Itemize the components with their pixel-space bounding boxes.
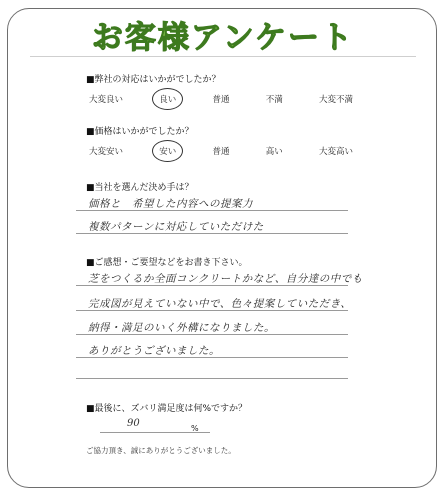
service-option-4[interactable]: 不満 [265, 95, 283, 105]
question-price: ■価格はいかがでしたか？ [86, 127, 194, 137]
question-deciding-factor: ■当社を選んだ決め手は？ [86, 183, 194, 193]
service-option-3[interactable]: 普通 [212, 95, 230, 105]
footer-thanks: ご協力頂き、誠にありがとうございました。 [86, 446, 236, 455]
price-option-5[interactable]: 大変高い [318, 147, 353, 157]
deciding-factor-line-1: 価格と 希望した内容への提案力 [88, 198, 253, 210]
answer-rule [76, 357, 348, 358]
question-comments: ■ご感想・ご要望などをお書き下さい。 [86, 258, 248, 268]
survey-sheet [7, 8, 437, 488]
title-divider [30, 56, 416, 57]
comments-line-4: ありがとうございました。 [88, 345, 220, 357]
question-satisfaction: ■最後に、ズバリ満足度は何%ですか？ [86, 404, 248, 414]
service-options [86, 91, 356, 107]
answer-rule [76, 233, 348, 234]
price-option-3[interactable]: 普通 [212, 147, 230, 157]
answer-rule [76, 210, 348, 211]
answer-rule [76, 310, 348, 311]
price-option-2-selected[interactable]: 安い [156, 145, 179, 157]
price-options [86, 143, 356, 159]
answer-rule [76, 285, 348, 286]
service-option-2-selected[interactable]: 良い [156, 93, 179, 105]
question-service: ■弊社の対応はいかがでしたか？ [86, 75, 221, 85]
service-option-1[interactable]: 大変良い [89, 95, 124, 105]
price-option-4[interactable]: 高い [265, 147, 283, 157]
answer-rule [76, 378, 348, 379]
comments-line-1: 芝をつくるか全面コンクリートかなど、自分達の中でも [88, 273, 363, 285]
comments-line-3: 納得・満足のいく外構になりました。 [88, 322, 275, 334]
price-option-1[interactable]: 大変安い [89, 147, 124, 157]
answer-rule [76, 334, 348, 335]
service-option-5[interactable]: 大変不満 [318, 95, 353, 105]
comments-line-2: 完成図が見えていない中で、色々提案していただき、 [88, 298, 352, 310]
deciding-factor-line-2: 複数パターンに対応していただけた [88, 221, 264, 233]
percent-sign: % [191, 424, 199, 433]
satisfaction-value[interactable]: 90 [127, 418, 140, 429]
survey-title: お客様アンケート [91, 20, 355, 56]
